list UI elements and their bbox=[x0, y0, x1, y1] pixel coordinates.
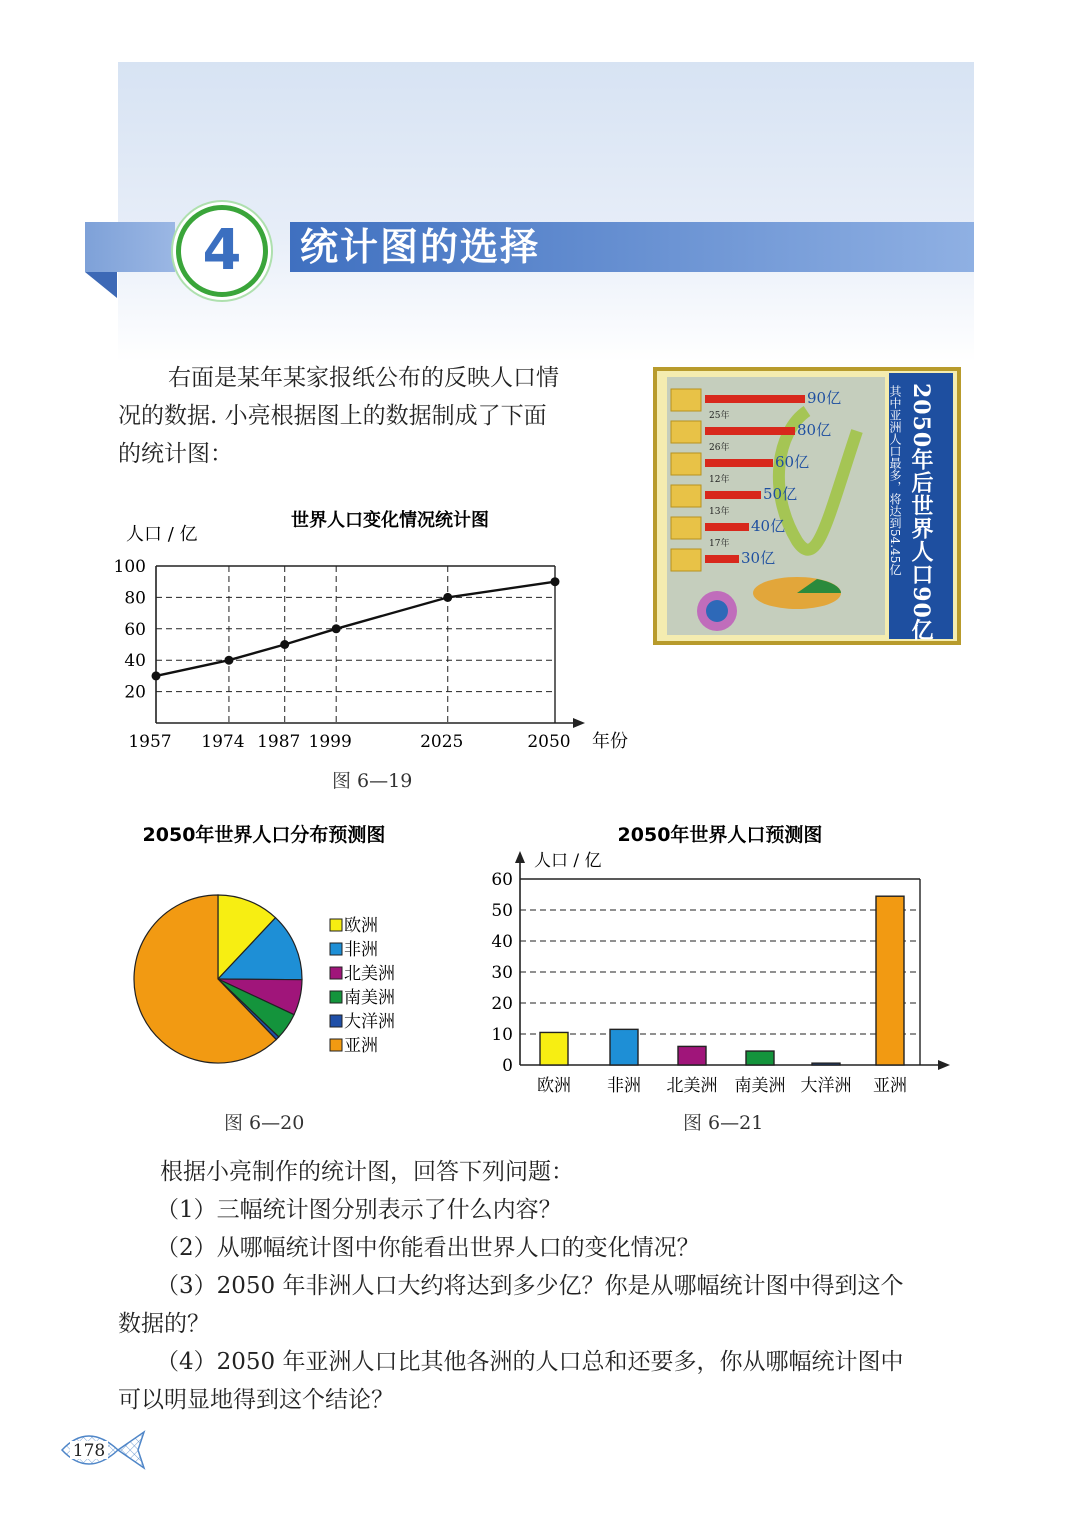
bar-2 bbox=[678, 1046, 706, 1065]
bar-chart bbox=[480, 815, 960, 1100]
bar-5 bbox=[876, 896, 904, 1065]
intro-line-2: 况的数据. 小亮根据图上的数据制成了下面 bbox=[118, 403, 547, 429]
news-value-3: 50亿 bbox=[763, 485, 798, 503]
line-chart-xtick-label: 2050 bbox=[527, 732, 571, 752]
pie-legend-label: 亚洲 bbox=[344, 1036, 378, 1056]
news-value-2: 60亿 bbox=[775, 453, 810, 471]
line-chart-xtick-label: 1957 bbox=[128, 732, 172, 752]
pie-legend-label: 非洲 bbox=[344, 940, 378, 960]
pie-chart-legend bbox=[330, 916, 395, 1056]
news-interval-3: 13年 bbox=[709, 507, 730, 517]
pie-chart bbox=[118, 815, 448, 1075]
line-chart-xticks bbox=[128, 732, 570, 752]
line-chart-point bbox=[443, 593, 452, 602]
line-chart-series-line bbox=[156, 582, 555, 676]
line-chart-xtick-label: 2025 bbox=[420, 732, 464, 752]
bar-chart-xtick-label: 非洲 bbox=[607, 1076, 641, 1096]
bar-chart-xtick-label: 大洋洲 bbox=[800, 1076, 852, 1096]
pie-legend-swatch-1 bbox=[330, 943, 342, 955]
newspaper-clipping bbox=[653, 367, 961, 645]
news-interval-1: 26年 bbox=[709, 443, 730, 453]
pie-legend-label: 大洋洲 bbox=[344, 1012, 395, 1032]
pie-legend-label: 欧洲 bbox=[344, 916, 378, 936]
line-chart-ytick-label: 80 bbox=[124, 588, 146, 609]
news-interval-4: 17年 bbox=[709, 539, 730, 549]
bar-chart-bars bbox=[540, 896, 904, 1065]
bar-chart-yticks bbox=[491, 870, 513, 1076]
pie-legend-swatch-3 bbox=[330, 991, 342, 1003]
pie-legend-label: 南美洲 bbox=[344, 988, 395, 1008]
line-chart bbox=[110, 500, 630, 755]
question-2: （2）从哪幅统计图中你能看出世界人口的变化情况？ bbox=[156, 1235, 700, 1261]
pie-chart-title: 2050年世界人口分布预测图 bbox=[142, 824, 386, 846]
question-1: （1）三幅统计图分别表示了什么内容？ bbox=[156, 1197, 562, 1223]
title-strip-left bbox=[85, 222, 175, 272]
bar-chart-ytick-label: 30 bbox=[491, 963, 513, 983]
news-value-5: 30亿 bbox=[741, 549, 776, 567]
section-number: 4 bbox=[202, 218, 242, 283]
line-chart-ytick-label: 100 bbox=[113, 557, 146, 577]
bar-chart-xlabels bbox=[537, 1076, 907, 1096]
bar-chart-ylabel: 人口 / 亿 bbox=[534, 851, 602, 871]
bar-chart-x-arrow bbox=[938, 1060, 950, 1070]
question-4-line-2: 可以明显地得到这个结论？ bbox=[118, 1387, 394, 1413]
newspaper-graphic bbox=[657, 371, 957, 641]
line-chart-title: 世界人口变化情况统计图 bbox=[291, 510, 489, 531]
intro-line-1: 右面是某年某家报纸公布的反映人口情 bbox=[168, 365, 559, 391]
bar-chart-xtick-label: 北美洲 bbox=[666, 1076, 718, 1096]
line-chart-xlabel: 年份 bbox=[592, 731, 628, 752]
news-interval-2: 12年 bbox=[709, 475, 730, 485]
line-chart-x-arrow bbox=[573, 718, 585, 728]
bar-chart-ytick-label: 10 bbox=[491, 1025, 513, 1045]
news-value-4: 40亿 bbox=[751, 517, 786, 535]
news-value-0: 90亿 bbox=[807, 389, 842, 407]
line-chart-ytick-label: 40 bbox=[124, 651, 146, 672]
line-chart-xtick-label: 1974 bbox=[201, 732, 245, 752]
bar-0 bbox=[540, 1032, 568, 1065]
pie-legend-swatch-5 bbox=[330, 1039, 342, 1051]
line-chart-point bbox=[224, 656, 233, 665]
section-title: 统计图的选择 bbox=[300, 225, 541, 269]
title-strip-fold bbox=[85, 272, 117, 298]
line-chart-point bbox=[551, 577, 560, 586]
news-headline: 2050年后世界人口90亿 bbox=[908, 383, 934, 641]
bar-chart-ytick-label: 50 bbox=[491, 901, 513, 921]
bar-chart-xtick-label: 欧洲 bbox=[537, 1076, 571, 1096]
line-chart-ylabel: 人口 / 亿 bbox=[126, 524, 198, 545]
line-chart-point bbox=[280, 640, 289, 649]
line-chart-xtick-label: 1987 bbox=[257, 732, 301, 752]
intro-line-3: 的统计图： bbox=[118, 441, 233, 467]
bar-3 bbox=[746, 1051, 774, 1065]
line-chart-ytick-label: 20 bbox=[124, 682, 146, 703]
figure-caption-6-19: 图 6—19 bbox=[332, 770, 413, 792]
figure-caption-6-20: 图 6—20 bbox=[224, 1112, 305, 1134]
pie-legend-swatch-4 bbox=[330, 1015, 342, 1027]
line-chart-point bbox=[332, 624, 341, 633]
line-chart-ytick-label: 60 bbox=[124, 619, 146, 640]
line-chart-grid bbox=[156, 566, 585, 728]
section-number-badge bbox=[176, 205, 268, 297]
bar-1 bbox=[610, 1029, 638, 1065]
bar-chart-ytick-label: 40 bbox=[491, 932, 513, 952]
pie-legend-label: 北美洲 bbox=[344, 964, 395, 984]
bar-chart-xtick-label: 南美洲 bbox=[734, 1076, 786, 1096]
bar-chart-title: 2050年世界人口预测图 bbox=[617, 824, 823, 846]
pie-legend-swatch-0 bbox=[330, 919, 342, 931]
bar-chart-ytick-label: 20 bbox=[491, 994, 513, 1014]
page-number: 178 bbox=[72, 1441, 106, 1461]
page-number-badge bbox=[58, 1420, 148, 1480]
line-chart-xtick-label: 1999 bbox=[308, 732, 352, 752]
bar-4 bbox=[812, 1063, 840, 1065]
bar-chart-ytick-label: 60 bbox=[491, 870, 513, 890]
questions-lead: 根据小亮制作的统计图，回答下列问题： bbox=[160, 1159, 574, 1185]
line-chart-point bbox=[152, 671, 161, 680]
pie-chart-slices bbox=[134, 895, 302, 1063]
pie-legend-swatch-2 bbox=[330, 967, 342, 979]
question-3-line-2: 数据的？ bbox=[118, 1311, 210, 1337]
question-3-line-1: （3）2050 年非洲人口大约将达到多少亿？你是从哪幅统计图中得到这个 bbox=[156, 1273, 904, 1299]
bar-chart-ytick-label: 0 bbox=[502, 1056, 513, 1076]
question-4-line-1: （4）2050 年亚洲人口比其他各洲的人口总和还要多，你从哪幅统计图中 bbox=[156, 1349, 904, 1375]
bar-chart-y-arrow bbox=[515, 851, 525, 863]
figure-caption-6-21: 图 6—21 bbox=[683, 1112, 764, 1134]
news-value-1: 80亿 bbox=[797, 421, 832, 439]
news-interval-0: 25年 bbox=[709, 411, 730, 421]
news-subhead: 其中亚洲人口最多，将达到54.45亿 bbox=[888, 385, 902, 576]
bar-chart-xtick-label: 亚洲 bbox=[873, 1076, 907, 1096]
line-chart-yticks bbox=[114, 557, 146, 703]
